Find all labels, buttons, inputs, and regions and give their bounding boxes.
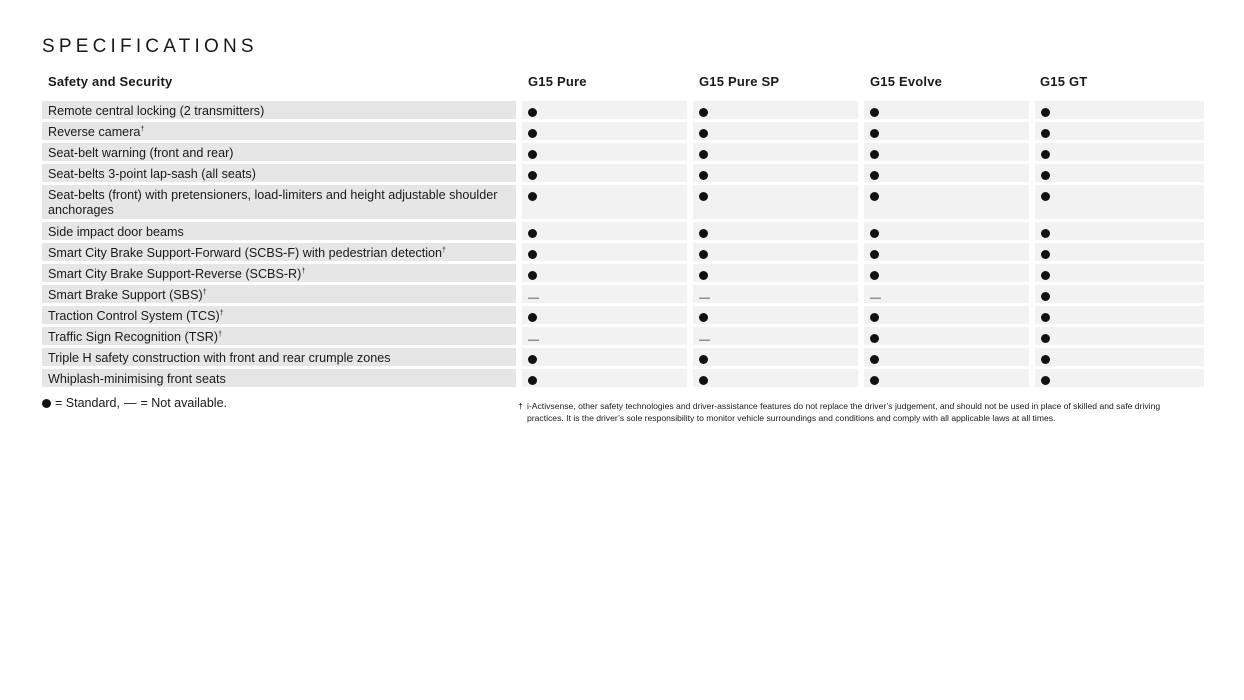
- feature-label: Side impact door beams: [48, 225, 184, 239]
- value-cell: [522, 327, 687, 345]
- dagger-mark: †: [219, 309, 224, 317]
- standard-dot-icon: [528, 229, 537, 238]
- value-cell: [693, 348, 858, 366]
- standard-dot-icon: [1041, 192, 1050, 201]
- legend-standard-text: = Standard,: [55, 396, 120, 410]
- feature-cell: [42, 264, 516, 282]
- table-row: [42, 264, 1204, 282]
- feature-cell: [42, 243, 516, 261]
- footnote: [518, 400, 1178, 424]
- table-row: [42, 222, 1204, 240]
- value-cell: [1035, 143, 1204, 161]
- value-cell: [693, 101, 858, 119]
- dagger-mark: †: [301, 267, 306, 275]
- column-header-g15-pure-sp: G15 Pure SP: [699, 74, 780, 89]
- feature-cell: [42, 122, 516, 140]
- feature-label: Seat-belt warning (front and rear): [48, 146, 234, 160]
- standard-dot-icon: [1041, 334, 1050, 343]
- feature-cell: [42, 306, 516, 324]
- not-available-dash: —: [528, 292, 539, 304]
- standard-dot-icon: [870, 192, 879, 201]
- value-cell: [864, 348, 1029, 366]
- footnote-dagger: †: [518, 401, 523, 411]
- table-row: [42, 285, 1204, 303]
- value-cell: [1035, 185, 1204, 219]
- standard-dot-icon: [870, 355, 879, 364]
- column-header-g15-gt: G15 GT: [1040, 74, 1088, 89]
- standard-dot-icon: [699, 355, 708, 364]
- standard-dot-icon: [870, 150, 879, 159]
- value-cell: [693, 369, 858, 387]
- table-row: [42, 164, 1204, 182]
- standard-dot-icon: [699, 171, 708, 180]
- value-cell: [864, 369, 1029, 387]
- legend-dash-symbol: —: [123, 396, 137, 410]
- standard-dot-icon: [528, 355, 537, 364]
- value-cell: [1035, 101, 1204, 119]
- table-row: [42, 306, 1204, 324]
- standard-dot-icon: [528, 250, 537, 259]
- value-cell: [522, 369, 687, 387]
- standard-dot-icon: [528, 313, 537, 322]
- standard-dot-icon: [1041, 376, 1050, 385]
- value-cell: [1035, 222, 1204, 240]
- table-row: [42, 243, 1204, 261]
- feature-label: Seat-belts 3-point lap-sash (all seats): [48, 167, 256, 181]
- feature-cell: [42, 164, 516, 182]
- standard-dot-icon: [870, 108, 879, 117]
- feature-label: Traction Control System (TCS): [48, 309, 220, 323]
- not-available-dash: —: [699, 334, 710, 346]
- standard-dot-icon: [699, 229, 708, 238]
- feature-cell: [42, 348, 516, 366]
- dagger-mark: †: [202, 288, 207, 296]
- feature-label: Traffic Sign Recognition (TSR): [48, 330, 219, 344]
- standard-dot-icon: [870, 313, 879, 322]
- standard-dot-icon: [870, 129, 879, 138]
- standard-dot-icon: [1041, 171, 1050, 180]
- feature-label: Seat-belts (front) with pretensioners, load-limiters and height adjustable shoulder anchorages: [48, 188, 498, 217]
- standard-dot-icon: [699, 129, 708, 138]
- value-cell: [693, 306, 858, 324]
- value-cell: [522, 264, 687, 282]
- value-cell: [864, 285, 1029, 303]
- value-cell: [1035, 327, 1204, 345]
- value-cell: [1035, 285, 1204, 303]
- value-cell: [693, 122, 858, 140]
- standard-dot-icon: [1041, 313, 1050, 322]
- feature-cell: [42, 143, 516, 161]
- standard-dot-icon: [42, 399, 51, 408]
- value-cell: [522, 222, 687, 240]
- value-cell: [522, 243, 687, 261]
- value-cell: [864, 101, 1029, 119]
- value-cell: [864, 222, 1029, 240]
- value-cell: [693, 164, 858, 182]
- standard-dot-icon: [870, 250, 879, 259]
- value-cell: [693, 327, 858, 345]
- standard-dot-icon: [528, 376, 537, 385]
- table-row: [42, 369, 1204, 387]
- value-cell: [864, 306, 1029, 324]
- standard-dot-icon: [528, 192, 537, 201]
- value-cell: [693, 243, 858, 261]
- value-cell: [1035, 122, 1204, 140]
- standard-dot-icon: [699, 313, 708, 322]
- value-cell: [693, 285, 858, 303]
- spec-table: [42, 101, 1204, 390]
- standard-dot-icon: [1041, 355, 1050, 364]
- value-cell: [864, 143, 1029, 161]
- table-row: [42, 101, 1204, 119]
- value-cell: [1035, 164, 1204, 182]
- not-available-dash: —: [870, 292, 881, 304]
- feature-cell: [42, 327, 516, 345]
- standard-dot-icon: [528, 129, 537, 138]
- value-cell: [522, 164, 687, 182]
- standard-dot-icon: [1041, 108, 1050, 117]
- value-cell: [864, 185, 1029, 219]
- value-cell: [864, 243, 1029, 261]
- standard-dot-icon: [528, 171, 537, 180]
- feature-label: Smart City Brake Support-Reverse (SCBS-R): [48, 267, 302, 281]
- value-cell: [1035, 306, 1204, 324]
- value-cell: [864, 164, 1029, 182]
- value-cell: [864, 327, 1029, 345]
- feature-label: Reverse camera: [48, 125, 141, 139]
- value-cell: [522, 348, 687, 366]
- standard-dot-icon: [699, 376, 708, 385]
- standard-dot-icon: [1041, 292, 1050, 301]
- standard-dot-icon: [1041, 150, 1050, 159]
- value-cell: [522, 101, 687, 119]
- standard-dot-icon: [870, 376, 879, 385]
- feature-cell: [42, 285, 516, 303]
- value-cell: [522, 143, 687, 161]
- standard-dot-icon: [699, 250, 708, 259]
- not-available-dash: —: [528, 334, 539, 346]
- feature-label: Remote central locking (2 transmitters): [48, 104, 265, 118]
- not-available-dash: —: [699, 292, 710, 304]
- value-cell: [693, 143, 858, 161]
- value-cell: [522, 306, 687, 324]
- standard-dot-icon: [1041, 271, 1050, 280]
- standard-dot-icon: [870, 271, 879, 280]
- standard-dot-icon: [528, 150, 537, 159]
- dagger-mark: †: [218, 330, 222, 338]
- standard-dot-icon: [699, 108, 708, 117]
- footnote-text: i-Activsense, other safety technologies and driver-assistance features do not replace the driver’s judgement, and should not be used in place of skilled and safe driving practices. It is the driver’s sole responsibility to monitor vehicle surroundings and conditions and comply with all applicable laws at all times.: [527, 401, 1161, 423]
- standard-dot-icon: [870, 334, 879, 343]
- standard-dot-icon: [528, 271, 537, 280]
- value-cell: [1035, 264, 1204, 282]
- table-row: [42, 348, 1204, 366]
- value-cell: [1035, 369, 1204, 387]
- standard-dot-icon: [870, 171, 879, 180]
- value-cell: [693, 264, 858, 282]
- column-header-g15-pure: G15 Pure: [528, 74, 587, 89]
- page-title: SPECIFICATIONS: [42, 36, 258, 57]
- legend: [42, 396, 227, 410]
- value-cell: [522, 285, 687, 303]
- legend-na-text: = Not available.: [140, 396, 227, 410]
- feature-label: Triple H safety construction with front and rear crumple zones: [48, 351, 391, 365]
- value-cell: [1035, 243, 1204, 261]
- table-row: [42, 122, 1204, 140]
- feature-cell: [42, 222, 516, 240]
- standard-dot-icon: [699, 192, 708, 201]
- feature-cell: [42, 185, 516, 219]
- standard-dot-icon: [870, 229, 879, 238]
- standard-dot-icon: [1041, 229, 1050, 238]
- standard-dot-icon: [699, 150, 708, 159]
- section-label: Safety and Security: [48, 74, 173, 89]
- dagger-mark: †: [140, 125, 145, 133]
- value-cell: [522, 122, 687, 140]
- feature-label: Whiplash-minimising front seats: [48, 372, 226, 386]
- value-cell: [693, 185, 858, 219]
- table-row: [42, 327, 1204, 345]
- value-cell: [522, 185, 687, 219]
- table-row: [42, 143, 1204, 161]
- feature-label: Smart Brake Support (SBS): [48, 288, 203, 302]
- value-cell: [864, 122, 1029, 140]
- feature-cell: [42, 369, 516, 387]
- value-cell: [864, 264, 1029, 282]
- column-header-g15-evolve: G15 Evolve: [870, 74, 943, 89]
- table-row: [42, 185, 1204, 219]
- feature-label: Smart City Brake Support-Forward (SCBS-F) with pedestrian detection: [48, 246, 443, 260]
- standard-dot-icon: [1041, 250, 1050, 259]
- dagger-mark: †: [442, 246, 446, 254]
- feature-cell: [42, 101, 516, 119]
- standard-dot-icon: [1041, 129, 1050, 138]
- value-cell: [1035, 348, 1204, 366]
- table-header: [42, 74, 1204, 96]
- value-cell: [693, 222, 858, 240]
- standard-dot-icon: [699, 271, 708, 280]
- standard-dot-icon: [528, 108, 537, 117]
